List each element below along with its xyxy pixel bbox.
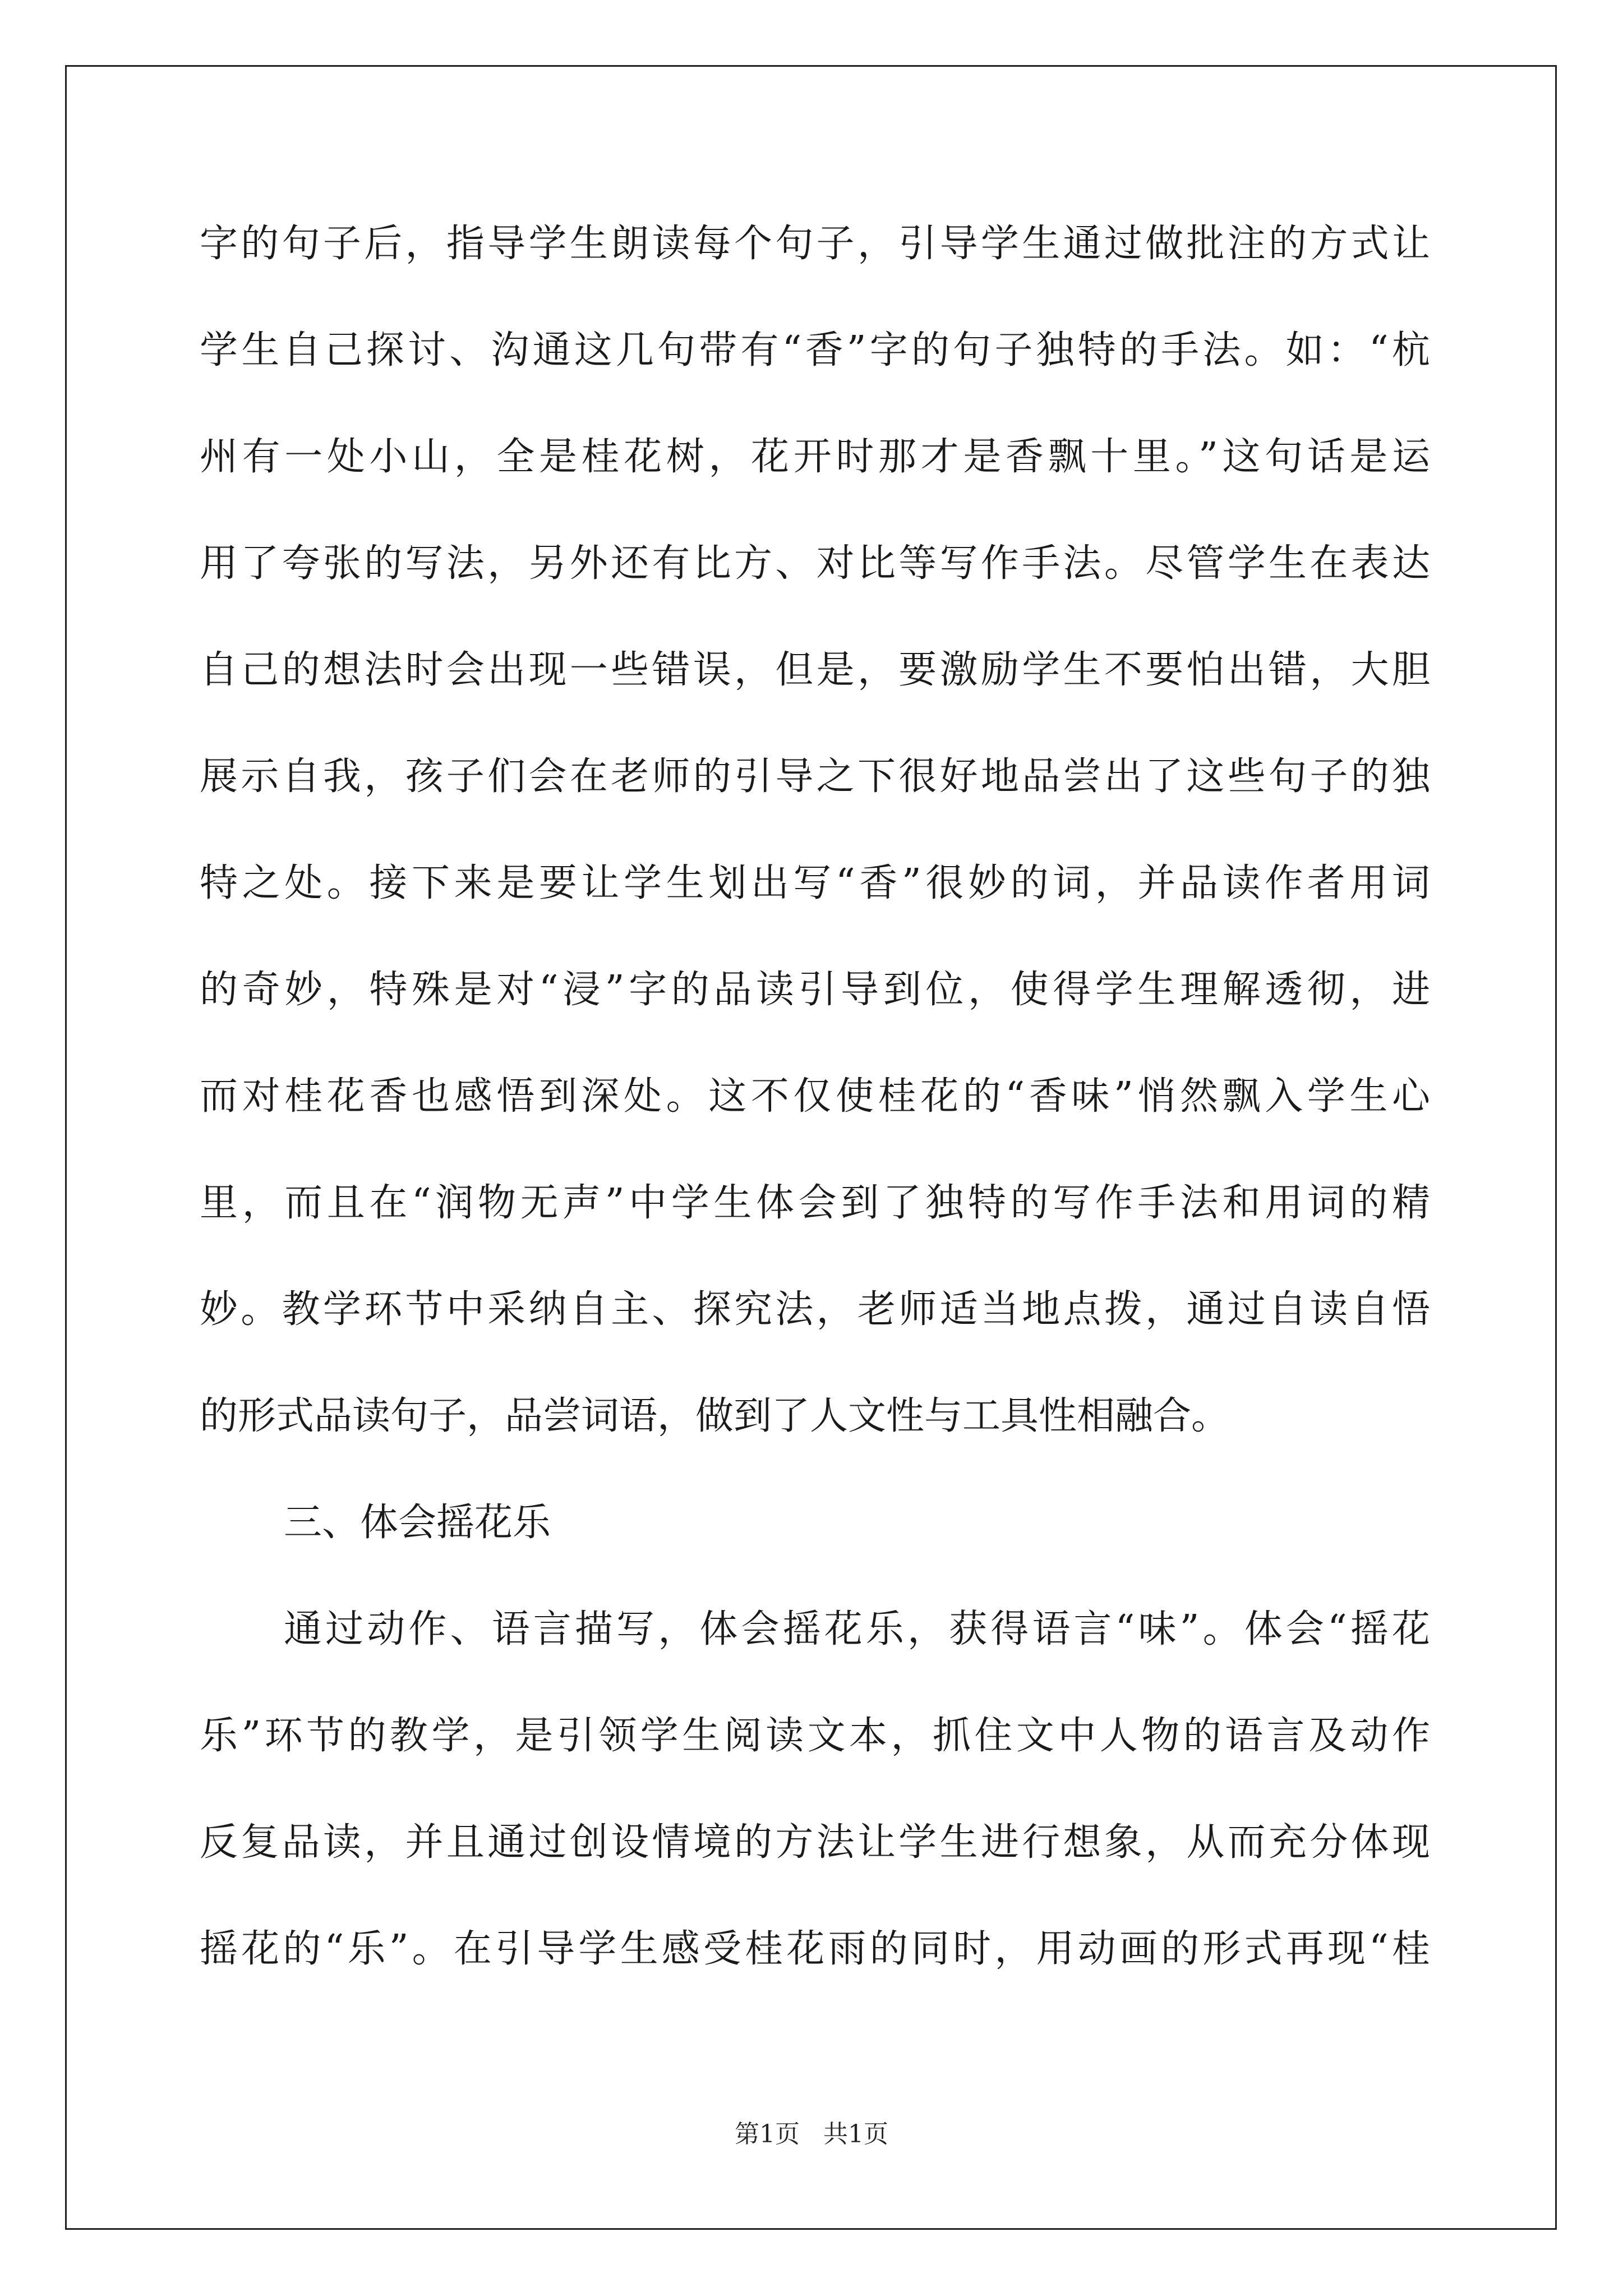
page-number: 第1页 共1页 bbox=[735, 2120, 888, 2148]
text-line: 而对桂花香也感悟到深处。这不仅使桂花的“香味”悄然飘入学生心 bbox=[200, 1074, 1430, 1119]
text-line: 特之处。接下来是要让学生划出写“香”很妙的词，并品读作者用词 bbox=[200, 861, 1430, 905]
text-line: 字的句子后，指导学生朗读每个句子，引导学生通过做批注的方式让 bbox=[200, 222, 1430, 266]
text-line: 用了夸张的写法，另外还有比方、对比等写作手法。尽管学生在表达 bbox=[200, 541, 1430, 586]
text-line: 的形式品读句子，品尝词语，做到了人文性与工具性相融合。 bbox=[200, 1394, 1230, 1438]
text-line: 乐”环节的教学，是引领学生阅读文本，抓住文中人物的语言及动作 bbox=[200, 1714, 1430, 1758]
text-line: 的奇妙，特殊是对“浸”字的品读引导到位，使得学生理解透彻，进 bbox=[200, 968, 1430, 1012]
section-heading: 三、体会摇花乐 bbox=[284, 1501, 551, 1545]
text-line: 展示自我，孩子们会在老师的引导之下很好地品尝出了这些句子的独 bbox=[200, 754, 1430, 799]
text-line: 里，而且在“润物无声”中学生体会到了独特的写作手法和用词的精 bbox=[200, 1181, 1430, 1225]
page-footer bbox=[0, 2118, 1623, 2151]
text-line: 州有一处小山，全是桂花树，花开时那才是香飘十里。”这句话是运 bbox=[200, 435, 1430, 479]
text-line: 学生自己探讨、沟通这几句带有“香”字的句子独特的手法。如：“杭 bbox=[200, 328, 1430, 372]
text-line: 反复品读，并且通过创设情境的方法让学生进行想象，从而充分体现 bbox=[200, 1820, 1430, 1865]
text-line: 自己的想法时会出现一些错误，但是，要激励学生不要怕出错，大胆 bbox=[200, 648, 1430, 692]
document-body bbox=[200, 208, 1430, 2019]
text-line: 妙。教学环节中采纳自主、探究法，老师适当地点拨，通过自读自悟 bbox=[200, 1287, 1430, 1332]
text-line: 通过动作、语言描写，体会摇花乐，获得语言“味”。体会“摇花 bbox=[284, 1607, 1430, 1651]
text-line: 摇花的“乐”。在引导学生感受桂花雨的同时，用动画的形式再现“桂 bbox=[200, 1927, 1430, 1971]
